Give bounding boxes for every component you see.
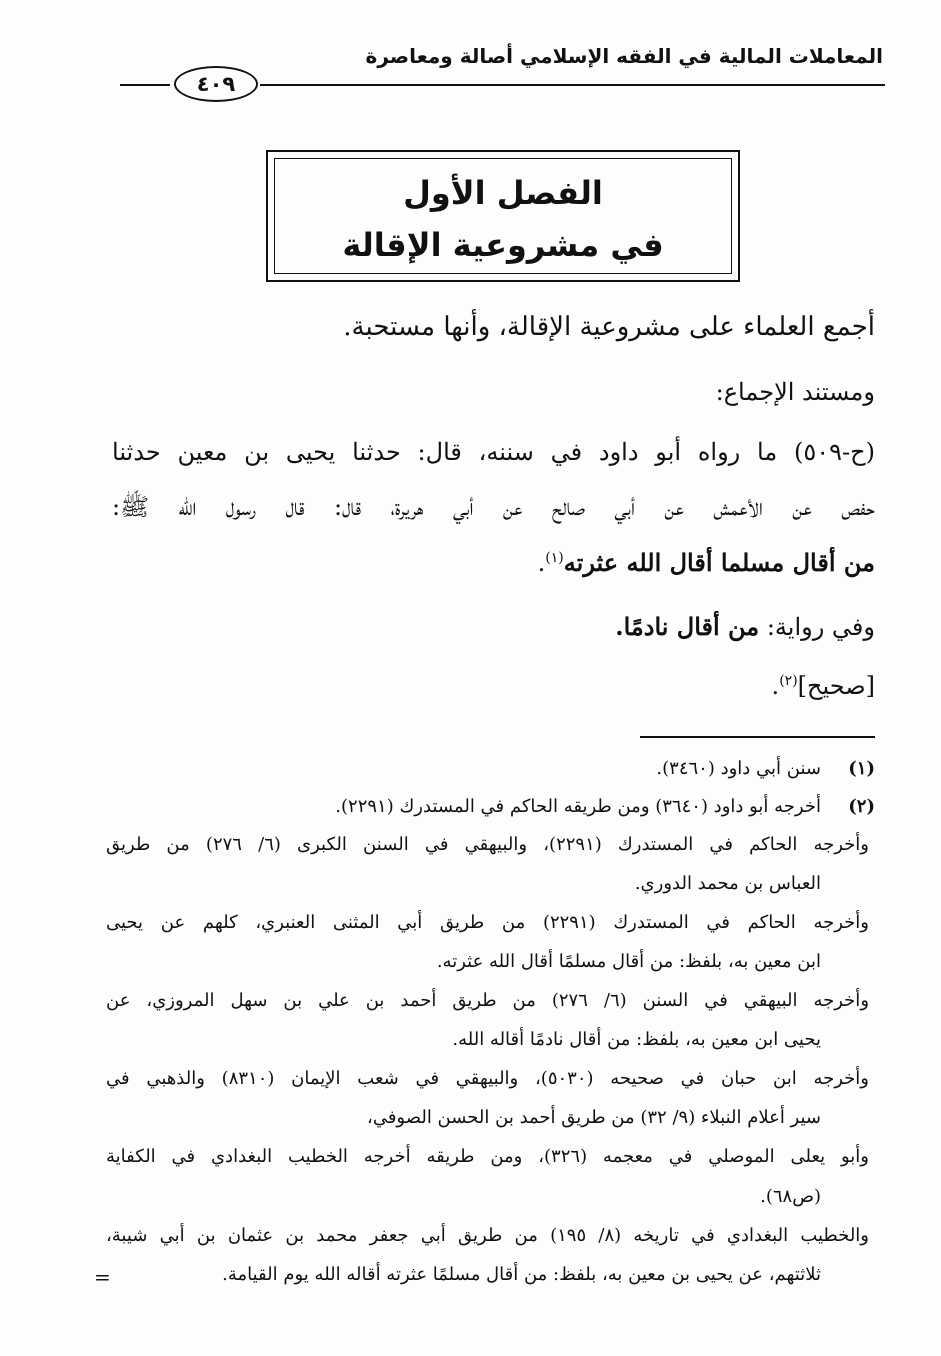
narration-line	[615, 612, 875, 641]
footnote-2-line-9: سير أعلام النبلاء (٩/ ٣٢) من طريق أحمد بن الحسن الصوفي،	[367, 1107, 821, 1128]
footnote-2-line-5: ابن معين به، بلفظ: من أقال مسلمًا أقال الله عثرته.	[436, 951, 821, 972]
footnote-2-line-2: وأخرجه الحاكم في المستدرك (٢٢٩١)، والبيهقي في السنن الكبرى (٦/ ٢٧٦) من طريق	[106, 834, 869, 855]
hadith-line-3	[538, 548, 875, 577]
footnote-rule	[640, 736, 875, 738]
hadith-line-3-end: .	[537, 549, 546, 577]
hadith-line-1: (ح-٥٠٩) ما رواه أبو داود في سننه، قال: حدثنا يحيى بن معين حدثنا	[112, 438, 875, 466]
running-title: المعاملات المالية في الفقه الإسلامي أصالة ومعاصرة	[365, 44, 883, 68]
footnote-2-line-8: وأخرجه ابن حبان في صحيحه (٥٠٣٠)، والبيهقي في شعب الإيمان (٨٣١٠) والذهبي في	[106, 1068, 869, 1089]
grading-end: .	[771, 672, 780, 700]
paragraph-consensus: أجمع العلماء على مشروعية الإقالة، وأنها مستحبة.	[343, 312, 875, 342]
footnote-2-line-4: وأخرجه الحاكم في المستدرك (٢٢٩١) من طريق أبي المثنى العنبري، كلهم عن يحيى	[106, 912, 869, 933]
continuation-mark: =	[94, 1265, 111, 1289]
hadith-text: من أقال مسلما أقال الله عثرته	[563, 548, 875, 577]
footnote-2-line-12: والخطيب البغدادي في تاريخه (٨/ ١٩٥) من طريق أبي جعفر محمد بن عثمان بن أبي شيبة،	[106, 1225, 869, 1246]
footnote-number-1: (١)	[848, 758, 875, 779]
footnote-2-line-6: وأخرجه البيهقي في السنن (٦/ ٢٧٦) من طريق أحمد بن علي بن سهل المروزي، عن	[106, 990, 870, 1011]
footnote-ref-2: (٢)	[779, 673, 798, 689]
chapter-title-line-1: الفصل الأول	[403, 174, 603, 212]
narration-prefix: وفي رواية:	[766, 613, 875, 641]
footnote-2-line-13: ثلاثتهم، عن يحيى بن معين به، بلفظ: من أقال مسلمًا عثرته أقاله الله يوم القيامة.	[222, 1264, 821, 1285]
hadith-line-2: حفص عن الأعمش عن أبي صالح عن أبي هريرة، قال: قال رسول الله ﷺ:	[112, 493, 875, 521]
footnote-number-2: (٢)	[848, 796, 875, 817]
page-number-frame	[170, 64, 260, 102]
footnote-2-line-7: يحيى ابن معين به، بلفظ: من أقال نادمًا أقاله الله.	[452, 1029, 821, 1050]
grading-text: [صحيح]	[797, 672, 875, 700]
page-number: ٤٠٩	[174, 66, 258, 102]
narration-text: من أقال نادمًا.	[615, 612, 760, 641]
footnote-1-text: سنن أبي داود (٣٤٦٠).	[656, 758, 821, 779]
footnote-2-line-3: العباس بن محمد الدوري.	[634, 873, 821, 894]
chapter-title-box	[266, 150, 740, 282]
footnote-2-line-10: وأبو يعلى الموصلي في معجمه (٣٢٦)، ومن طريقه أخرجه الخطيب البغدادي في الكفاية	[106, 1146, 869, 1167]
grading-line	[772, 672, 875, 700]
footnote-2-line-1: أخرجه أبو داود (٣٦٤٠) ومن طريقه الحاكم في المستدرك (٢٢٩١).	[335, 796, 821, 817]
paragraph-basis-heading: ومستند الإجماع:	[715, 378, 875, 406]
footnote-ref-1: (١)	[545, 550, 564, 566]
chapter-title-line-2: في مشروعية الإقالة	[342, 226, 664, 264]
footnote-2-line-11: (ص٦٨).	[760, 1186, 821, 1207]
